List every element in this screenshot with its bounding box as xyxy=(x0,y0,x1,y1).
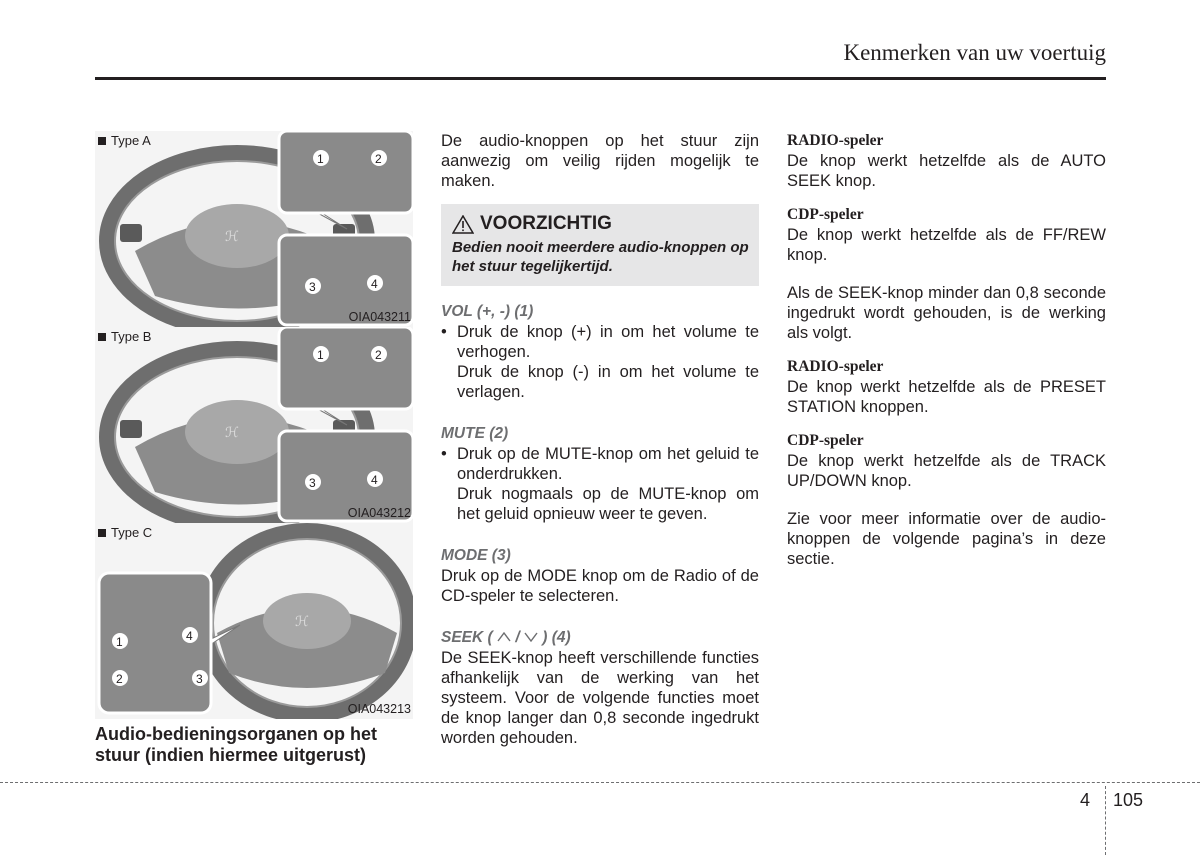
bullet-item: • Druk de knop (+) in om het volume te verhogen. xyxy=(441,322,759,362)
steering-wheel-illustration xyxy=(95,131,413,327)
section-heading-mode: MODE (3) xyxy=(441,547,511,564)
caution-title xyxy=(452,214,749,234)
running-header: Kenmerken van uw voertuig xyxy=(843,40,1106,65)
intro-paragraph: De audio-knoppen op het stuur zijn aanwezig om veilig rijden mogelijk te maken. xyxy=(441,132,759,190)
type-label-text: Type B xyxy=(111,329,152,344)
svg-text:2: 2 xyxy=(375,152,382,166)
section-heading-mute: MUTE (2) xyxy=(441,425,509,442)
indented-text: Druk nogmaals op de MUTE-knop om het geluid opnieuw weer te geven. xyxy=(457,485,759,523)
seek-up-icon xyxy=(497,632,511,642)
paragraph: Zie voor meer informatie over de audio-knoppen de volgende pagina’s in deze sectie. xyxy=(787,510,1106,568)
figure-code: OIA043211 xyxy=(348,310,411,324)
svg-text:2: 2 xyxy=(116,672,123,686)
seek-head-prefix: SEEK ( xyxy=(441,629,493,646)
footer-divider xyxy=(0,782,1200,783)
svg-text:2: 2 xyxy=(375,348,382,362)
paragraph: De knop werkt hetzelfde als de PRESET STATION knoppen. xyxy=(787,378,1106,416)
svg-text:4: 4 xyxy=(186,629,193,643)
svg-text:3: 3 xyxy=(196,672,203,686)
seek-down-icon xyxy=(524,632,538,642)
square-bullet-icon xyxy=(98,137,106,145)
type-label-text: Type A xyxy=(111,133,151,148)
paragraph: De knop werkt hetzelfde als de AUTO SEEK knop. xyxy=(787,152,1106,190)
mode-paragraph: Druk op de MODE knop om de Radio of de CD-speler te selecteren. xyxy=(441,567,759,605)
figure-code: OIA043213 xyxy=(347,702,411,716)
figure-caption: Audio-bedieningsorganen op het stuur (indien hiermee uitgerust) xyxy=(95,724,377,765)
steering-wheel-illustration xyxy=(95,523,413,719)
type-label-text: Type C xyxy=(111,525,153,540)
seek-paragraph: De SEEK-knop heeft verschillende functies afhankelijk van de werking van het systeem. Voor de volgende functies moet de knop langer dan 0,8 seconde ingedrukt worden gehouden. xyxy=(441,649,759,747)
section-heading-vol: VOL (+, -) (1) xyxy=(441,303,534,320)
paragraph: De knop werkt hetzelfde als de TRACK UP/DOWN knop. xyxy=(787,452,1106,490)
warning-triangle-icon xyxy=(452,215,474,234)
figure-code: OIA043212 xyxy=(347,506,411,520)
svg-text:ℋ: ℋ xyxy=(295,613,309,629)
svg-text:3: 3 xyxy=(309,476,316,490)
bullet-item: • Druk op de MUTE-knop om het geluid te onderdrukken. xyxy=(441,444,759,484)
figure-type-a xyxy=(95,131,413,327)
caution-title-text: VOORZICHTIG xyxy=(480,213,612,234)
figure-type-b xyxy=(95,327,413,523)
svg-text:ℋ: ℋ xyxy=(225,424,239,440)
header-rule xyxy=(95,77,1106,80)
square-bullet-icon xyxy=(98,529,106,537)
svg-text:ℋ: ℋ xyxy=(225,228,239,244)
subheading-cdp: CDP-speler xyxy=(787,206,864,223)
text-column-middle xyxy=(441,131,759,748)
svg-text:4: 4 xyxy=(371,277,378,291)
caution-text: Bedien nooit meerdere audio-knoppen op het stuur tegelijkertijd. xyxy=(452,239,749,275)
subheading-radio: RADIO-speler xyxy=(787,132,884,149)
paragraph: De knop werkt hetzelfde als de FF/REW knop. xyxy=(787,226,1106,264)
svg-text:4: 4 xyxy=(371,473,378,487)
caution-box xyxy=(441,204,759,286)
figure-type-label xyxy=(98,133,151,148)
figure-type-label xyxy=(98,525,152,540)
page-number: 105 xyxy=(1113,790,1144,810)
svg-text:1: 1 xyxy=(317,152,324,166)
square-bullet-icon xyxy=(98,333,106,341)
footer-vertical-divider xyxy=(1105,786,1106,855)
seek-head-suffix: ) (4) xyxy=(542,629,571,646)
svg-text:3: 3 xyxy=(309,280,316,294)
section-heading-seek xyxy=(441,628,759,648)
subheading-cdp: CDP-speler xyxy=(787,432,864,449)
figure-type-label xyxy=(98,329,151,344)
chapter-number: 4 xyxy=(1080,790,1091,810)
svg-text:1: 1 xyxy=(116,635,123,649)
paragraph: Als de SEEK-knop minder dan 0,8 seconde ingedrukt wordt gehouden, is de werking als volgt. xyxy=(787,284,1106,342)
svg-text:1: 1 xyxy=(317,348,324,362)
figure-type-c xyxy=(95,523,413,719)
text-column-right xyxy=(787,131,1106,569)
subheading-radio: RADIO-speler xyxy=(787,358,884,375)
indented-text: Druk de knop (-) in om het volume te verlagen. xyxy=(457,363,759,401)
seek-slash: / xyxy=(515,629,520,646)
steering-wheel-illustration xyxy=(95,327,413,523)
